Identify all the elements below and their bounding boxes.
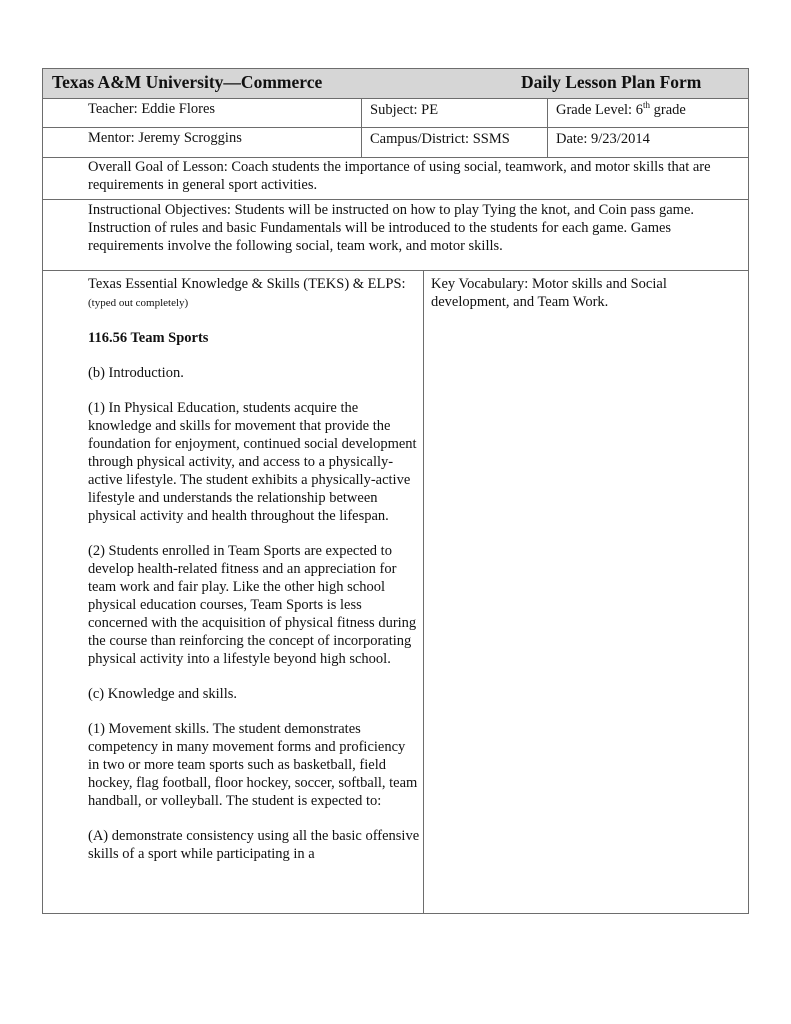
teacher-row <box>43 99 748 128</box>
teks-paragraph-4: (A) demonstrate consistency using all the basic offensive skills of a sport while participating in a <box>88 828 420 862</box>
teks-content <box>88 275 420 880</box>
grade-prefix: Grade Level: 6 <box>556 102 643 118</box>
form-title: Daily Lesson Plan Form <box>521 72 702 92</box>
subject-cell <box>362 99 548 127</box>
institution-title: Texas A&M University—Commerce <box>52 72 323 92</box>
grade-cell <box>548 99 748 127</box>
teks-header-text: Texas Essential Knowledge & Skills (TEKS) & ELPS: <box>88 276 406 292</box>
key-vocabulary: Key Vocabulary: Motor skills and Social development, and Team Work. <box>431 276 667 310</box>
form-title-bar <box>43 69 748 99</box>
subject-value: Subject: PE <box>370 102 439 118</box>
grade-superscript: th <box>642 100 650 111</box>
teks-header-note: (typed out completely) <box>88 297 189 309</box>
mentor-row <box>43 128 748 158</box>
lesson-date: Date: 9/23/2014 <box>556 131 650 147</box>
teks-cell <box>43 271 424 913</box>
overall-goal-row <box>43 158 748 200</box>
teacher-cell <box>43 99 362 127</box>
teks-paragraph-3: (1) Movement skills. The student demonstrates competency in many movement forms and proficiency in two or more team sports such as basketball, field hockey, flag football, floor hockey, soccer, softball, team handball, or volleyball. The student is expected to: <box>88 721 418 809</box>
teks-introduction: (b) Introduction. <box>88 365 184 381</box>
overall-goal: Overall Goal of Lesson: Coach students the importance of using social, teamwork, and motor skills that are requirements in general sport activities. <box>88 159 711 193</box>
teks-paragraph-2: (2) Students enrolled in Team Sports are expected to develop health-related fitness and an appreciation for team work and fair play. Like the other high school physical education courses, Team Sports is less concerned with the acquisition of physical fitness during the course than reinforcing the concept of incorporating physical activity into a lifestyle beyond high school. <box>88 543 417 667</box>
vocabulary-cell <box>424 271 748 913</box>
mentor-cell <box>43 128 362 157</box>
lesson-plan-form <box>42 68 749 914</box>
campus-district: Campus/District: SSMS <box>370 131 510 147</box>
date-cell <box>548 128 748 157</box>
teks-section-title: 116.56 Team Sports <box>88 330 209 346</box>
objectives-row <box>43 200 748 271</box>
teks-knowledge-skills: (c) Knowledge and skills. <box>88 686 237 702</box>
grade-suffix: grade <box>649 102 686 118</box>
teks-header <box>88 275 420 312</box>
teacher-name: Teacher: Eddie Flores <box>88 101 216 117</box>
teks-vocab-row <box>43 271 748 913</box>
mentor-name: Mentor: Jeremy Scroggins <box>88 130 242 146</box>
grade-level <box>556 101 742 119</box>
teks-paragraph-1: (1) In Physical Education, students acquire the knowledge and skills for movement that provide the foundation for enjoyment, continued social development through physical activity, and access to a physically-active lifestyle. The student exhibits a physically-active lifestyle and understands the relationship between physical activity and health throughout the lifespan. <box>88 400 417 524</box>
instructional-objectives: Instructional Objectives: Students will be instructed on how to play Tying the knot, and Coin pass game. Instruction of rules and basic Fundamentals will be introduced to the students for each game. Games requirements involve the following social, team work, and motor skills. <box>88 202 695 254</box>
campus-cell <box>362 128 548 157</box>
